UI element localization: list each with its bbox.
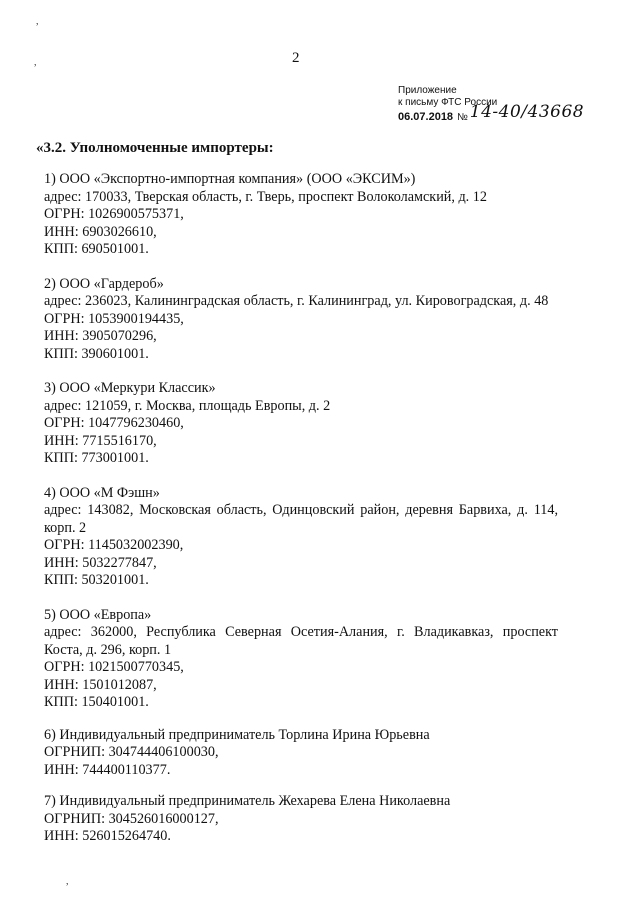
importer-ogrnip: ОГРНИП: 304526016000127, xyxy=(44,810,219,827)
importer-inn: ИНН: 744400110377. xyxy=(44,761,171,778)
importer-title: 6) Индивидуальный предприниматель Торлина Ирина Юрьевна xyxy=(44,726,430,743)
importer-title: 5) ООО «Европа» xyxy=(44,606,152,623)
annex-number-sign: № xyxy=(457,112,468,123)
importer-inn: ИНН: 526015264740. xyxy=(44,828,171,844)
importer-kpp: КПП: 773001001. xyxy=(44,450,149,466)
importer-item xyxy=(44,793,558,846)
importer-ogrn: ОГРН: 1026900575371, xyxy=(44,206,184,222)
importer-inn: ИНН: 6903026610, xyxy=(44,223,157,240)
importer-address: адрес: 143082, Московская область, Одинцовский район, деревня Барвиха, д. 114, корп. 2 xyxy=(44,502,558,536)
importer-item xyxy=(44,727,558,780)
importer-title: 4) ООО «М Фэшн» xyxy=(44,484,160,501)
importer-kpp: КПП: 150401001. xyxy=(44,694,149,710)
annex-reference: к письму ФТС России xyxy=(398,97,498,108)
importer-kpp: КПП: 690501001. xyxy=(44,241,149,257)
importer-ogrn: ОГРН: 1145032002390, xyxy=(44,537,184,553)
annex-stamp xyxy=(398,85,584,124)
annex-number: 14-40/43668 xyxy=(469,102,585,122)
importer-ogrnip: ОГРНИП: 304744406100030, xyxy=(44,744,219,760)
importer-kpp: КПП: 503201001. xyxy=(44,572,149,588)
importer-kpp: КПП: 390601001. xyxy=(44,345,149,362)
page-number: 2 xyxy=(292,50,300,66)
scan-mark: , xyxy=(34,57,37,68)
annex-title: Приложение xyxy=(398,85,457,96)
importer-address: адрес: 170033, Тверская область, г. Тверь, проспект Волоколамский, д. 12 xyxy=(44,188,487,205)
importer-address: адрес: 362000, Республика Северная Осетия-Алания, г. Владикавказ, проспект Коста, д. 296, корп. 1 xyxy=(44,624,558,658)
importer-address: адрес: 121059, г. Москва, площадь Европы, д. 2 xyxy=(44,397,331,414)
importer-ogrn: ОГРН: 1047796230460, xyxy=(44,415,184,431)
importers-list xyxy=(44,171,558,863)
importer-item xyxy=(44,607,558,712)
scan-mark: , xyxy=(66,876,69,887)
importer-inn: ИНН: 3905070296, xyxy=(44,328,157,344)
importer-title: 1) ООО «Экспортно-импортная компания» (ООО «ЭКСИМ») xyxy=(44,171,416,187)
importer-title: 3) ООО «Меркури Классик» xyxy=(44,380,216,396)
importer-inn: ИНН: 1501012087, xyxy=(44,676,157,693)
importer-inn: ИНН: 7715516170, xyxy=(44,432,157,449)
importer-item xyxy=(44,171,558,259)
section-heading: «3.2. Уполномоченные импортеры: xyxy=(36,140,274,156)
importer-item xyxy=(44,485,558,590)
importer-title: 2) ООО «Гардероб» xyxy=(44,275,164,292)
importer-item xyxy=(44,276,558,364)
annex-date: 06.07.2018 xyxy=(398,111,454,123)
importer-inn: ИНН: 5032277847, xyxy=(44,554,157,571)
importer-address: адрес: 236023, Калининградская область, г. Калининград, ул. Кировоградская, д. 48 xyxy=(44,293,549,309)
importer-title: 7) Индивидуальный предприниматель Жехарева Елена Николаевна xyxy=(44,793,451,809)
importer-item xyxy=(44,380,558,468)
importer-ogrn: ОГРН: 1021500770345, xyxy=(44,659,184,675)
scan-mark: , xyxy=(36,16,39,27)
importer-ogrn: ОГРН: 1053900194435, xyxy=(44,310,184,327)
